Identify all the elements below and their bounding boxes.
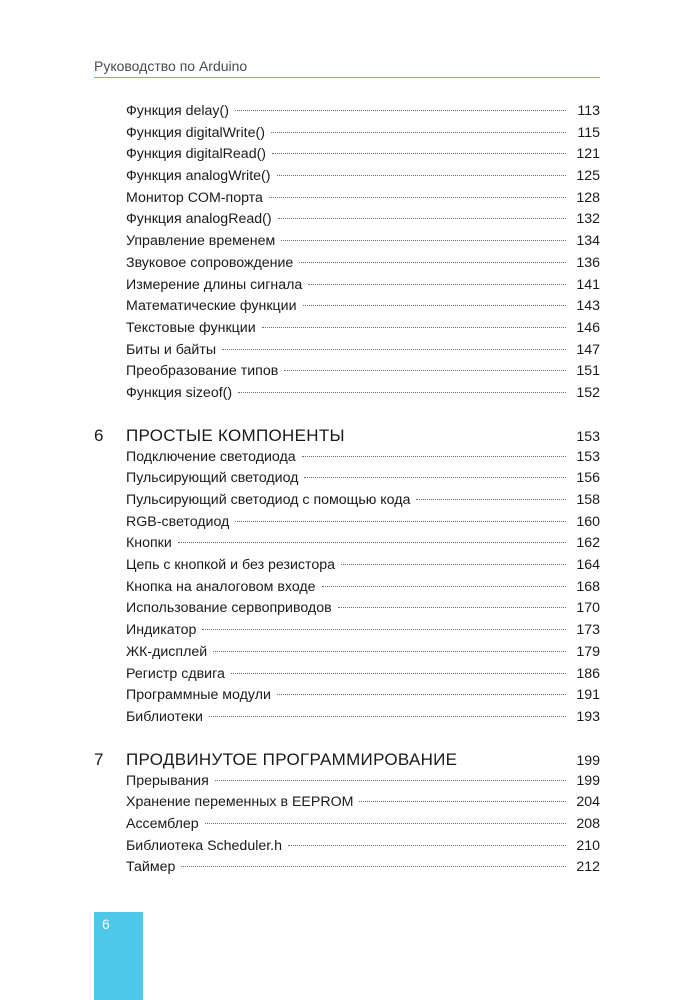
running-title: Руководство по Arduino bbox=[94, 58, 248, 74]
table-of-contents bbox=[94, 101, 600, 879]
dot-leader bbox=[338, 606, 566, 608]
toc-entry-title: Библиотеки bbox=[126, 708, 203, 725]
chapter-page-number: 199 bbox=[576, 752, 600, 769]
dot-leader bbox=[205, 822, 566, 824]
toc-entry-page: 156 bbox=[576, 470, 600, 487]
toc-entry-title: RGB-светодиод bbox=[126, 513, 230, 530]
toc-entry-page: 146 bbox=[576, 319, 600, 336]
toc-entry-page: 212 bbox=[576, 859, 600, 876]
dot-leader bbox=[222, 348, 566, 350]
dot-leader bbox=[235, 109, 566, 111]
dot-leader bbox=[302, 455, 566, 457]
toc-entry-title: ЖК-дисплей bbox=[126, 643, 208, 660]
dot-leader bbox=[299, 261, 566, 263]
toc-entry-title: Монитор COM-порта bbox=[126, 189, 263, 206]
toc-entry-title: Биты и байты bbox=[126, 341, 217, 358]
dot-leader bbox=[213, 650, 566, 652]
dot-leader bbox=[238, 391, 566, 393]
toc-entry-page: 153 bbox=[576, 448, 600, 465]
toc-entry-title: Преобразование типов bbox=[126, 363, 279, 380]
chapter-title: ПРОДВИНУТОЕ ПРОГРАММИРОВАНИЕ bbox=[126, 749, 458, 769]
dot-leader bbox=[341, 563, 566, 565]
toc-entry-page: 160 bbox=[576, 513, 600, 530]
toc-entry-page: 136 bbox=[576, 254, 600, 271]
toc-entry-page: 208 bbox=[576, 815, 600, 832]
dot-leader bbox=[269, 196, 566, 198]
toc-entry-page: 199 bbox=[576, 772, 600, 789]
dot-leader bbox=[231, 672, 566, 674]
toc-entry[interactable] bbox=[94, 447, 600, 469]
toc-entry[interactable] bbox=[94, 101, 600, 123]
dot-leader bbox=[308, 283, 566, 285]
toc-entry[interactable] bbox=[94, 771, 600, 793]
dot-leader bbox=[322, 585, 566, 587]
toc-entry-title: Звуковое сопровождение bbox=[126, 254, 294, 271]
dot-leader bbox=[277, 174, 567, 176]
dot-leader bbox=[181, 865, 566, 867]
toc-entry-title: Ассемблер bbox=[126, 815, 199, 832]
toc-entry-page: 113 bbox=[577, 103, 600, 119]
toc-entry[interactable] bbox=[94, 642, 600, 664]
dot-leader bbox=[303, 304, 566, 306]
toc-entry-page: 152 bbox=[576, 384, 600, 401]
toc-entry-page: 128 bbox=[576, 189, 600, 206]
chapter-page-number: 153 bbox=[576, 428, 600, 445]
toc-entry-title: Прерывания bbox=[126, 772, 209, 789]
toc-entry-title: Кнопка на аналоговом входе bbox=[126, 578, 316, 595]
toc-entry-page: 164 bbox=[576, 557, 600, 574]
toc-entry[interactable] bbox=[94, 664, 600, 686]
toc-entry[interactable] bbox=[94, 685, 600, 707]
toc-entry-page: 179 bbox=[576, 643, 600, 660]
dot-leader bbox=[262, 326, 566, 328]
page-number-tab bbox=[94, 912, 143, 1000]
toc-entry-title: Библиотека Scheduler.h bbox=[126, 837, 283, 854]
dot-leader bbox=[281, 239, 566, 241]
toc-entry[interactable] bbox=[94, 340, 600, 362]
toc-entry[interactable] bbox=[94, 707, 600, 729]
toc-entry-page: 132 bbox=[576, 211, 600, 228]
page-number: 6 bbox=[102, 916, 110, 932]
toc-entry[interactable] bbox=[94, 490, 600, 512]
toc-entry-title: Кнопки bbox=[126, 535, 172, 552]
toc-entry-title: Управление временем bbox=[126, 233, 276, 250]
chapter-title: ПРОСТЫЕ КОМПОНЕНТЫ bbox=[126, 425, 345, 445]
toc-entry[interactable] bbox=[94, 468, 600, 490]
toc-entry-page: 191 bbox=[576, 687, 600, 704]
toc-entry[interactable] bbox=[94, 383, 600, 405]
toc-entry-title: Пульсирующий светодиод bbox=[126, 470, 299, 487]
dot-leader bbox=[416, 498, 566, 500]
toc-entry-title: Таймер bbox=[126, 859, 176, 876]
toc-entry[interactable] bbox=[94, 275, 600, 297]
toc-entry-page: 121 bbox=[576, 146, 600, 163]
chapter-number: 7 bbox=[94, 749, 104, 769]
toc-entry-page: 158 bbox=[576, 492, 600, 508]
toc-entry-title: Функция sizeof() bbox=[126, 384, 233, 401]
toc-entry[interactable] bbox=[94, 555, 600, 577]
toc-entry-title: Использование сервоприводов bbox=[126, 600, 332, 617]
toc-entry-title: Пульсирующий светодиод с помощью кода bbox=[126, 492, 411, 508]
toc-entry-title: Измерение длины сигнала bbox=[126, 276, 303, 293]
dot-leader bbox=[288, 844, 566, 846]
toc-entry-title: Функция analogRead() bbox=[126, 211, 272, 228]
toc-entry-page: 173 bbox=[576, 622, 600, 639]
toc-entry-page: 186 bbox=[576, 665, 600, 682]
toc-entry-page: 170 bbox=[576, 600, 600, 617]
toc-entry[interactable] bbox=[94, 857, 600, 879]
toc-entry[interactable] bbox=[94, 533, 600, 555]
toc-entry[interactable] bbox=[94, 296, 600, 318]
toc-entry-title: Функция digitalWrite() bbox=[126, 124, 265, 141]
toc-entry-title: Функция delay() bbox=[126, 103, 229, 119]
dot-leader bbox=[304, 476, 566, 478]
toc-entry[interactable] bbox=[94, 144, 600, 166]
toc-entry-page: 204 bbox=[576, 794, 600, 811]
toc-entry[interactable] bbox=[94, 231, 600, 253]
toc-entry[interactable] bbox=[94, 792, 600, 814]
toc-entry[interactable] bbox=[94, 577, 600, 599]
toc-entry-title: Хранение переменных в EEPROM bbox=[126, 794, 354, 811]
toc-entry-title: Индикатор bbox=[126, 622, 197, 639]
toc-entry[interactable] bbox=[94, 512, 600, 534]
toc-entry-title: Регистр сдвига bbox=[126, 665, 225, 682]
toc-entry-page: 162 bbox=[576, 535, 600, 552]
dot-leader bbox=[284, 369, 566, 371]
toc-entry-title: Цепь с кнопкой и без резистора bbox=[126, 557, 336, 574]
toc-entry[interactable] bbox=[94, 361, 600, 383]
toc-entry-title: Функция analogWrite() bbox=[126, 168, 271, 185]
dot-leader bbox=[178, 541, 566, 543]
toc-entry-title: Программные модули bbox=[126, 687, 271, 704]
dot-leader bbox=[359, 800, 566, 802]
dot-leader bbox=[272, 152, 566, 154]
toc-entry-page: 193 bbox=[576, 708, 600, 725]
toc-entry[interactable] bbox=[94, 166, 600, 188]
toc-entry[interactable] bbox=[94, 814, 600, 836]
toc-entry[interactable] bbox=[94, 318, 600, 340]
dot-leader bbox=[277, 693, 566, 695]
toc-entry[interactable] bbox=[94, 188, 600, 210]
chapter-heading[interactable] bbox=[94, 425, 600, 447]
dot-leader bbox=[209, 715, 566, 717]
toc-entry-page: 168 bbox=[576, 578, 600, 595]
chapter-number: 6 bbox=[94, 425, 104, 445]
toc-entry[interactable] bbox=[94, 598, 600, 620]
chapter-heading[interactable] bbox=[94, 749, 600, 771]
dot-leader bbox=[202, 628, 566, 630]
toc-entry-page: 125 bbox=[576, 168, 600, 185]
toc-entry-title: Подключение светодиода bbox=[126, 448, 296, 465]
dot-leader bbox=[235, 520, 566, 522]
toc-entry-page: 210 bbox=[576, 837, 600, 854]
toc-entry-page: 115 bbox=[577, 124, 600, 141]
toc-entry-page: 151 bbox=[576, 363, 600, 380]
toc-entry-page: 143 bbox=[576, 298, 600, 315]
dot-leader bbox=[271, 131, 566, 133]
toc-entry[interactable] bbox=[94, 209, 600, 231]
toc-entry[interactable] bbox=[94, 253, 600, 275]
toc-entry[interactable] bbox=[94, 836, 600, 858]
toc-entry-page: 141 bbox=[576, 276, 600, 293]
dot-leader bbox=[278, 217, 566, 219]
toc-entry[interactable] bbox=[94, 123, 600, 145]
toc-entry-title: Математические функции bbox=[126, 298, 297, 315]
toc-entry-title: Текстовые функции bbox=[126, 319, 256, 336]
toc-entry-page: 134 bbox=[576, 233, 600, 250]
toc-entry-page: 147 bbox=[576, 341, 600, 358]
header-rule bbox=[94, 77, 600, 78]
toc-entry-title: Функция digitalRead() bbox=[126, 146, 267, 163]
toc-entry[interactable] bbox=[94, 620, 600, 642]
dot-leader bbox=[215, 779, 566, 781]
